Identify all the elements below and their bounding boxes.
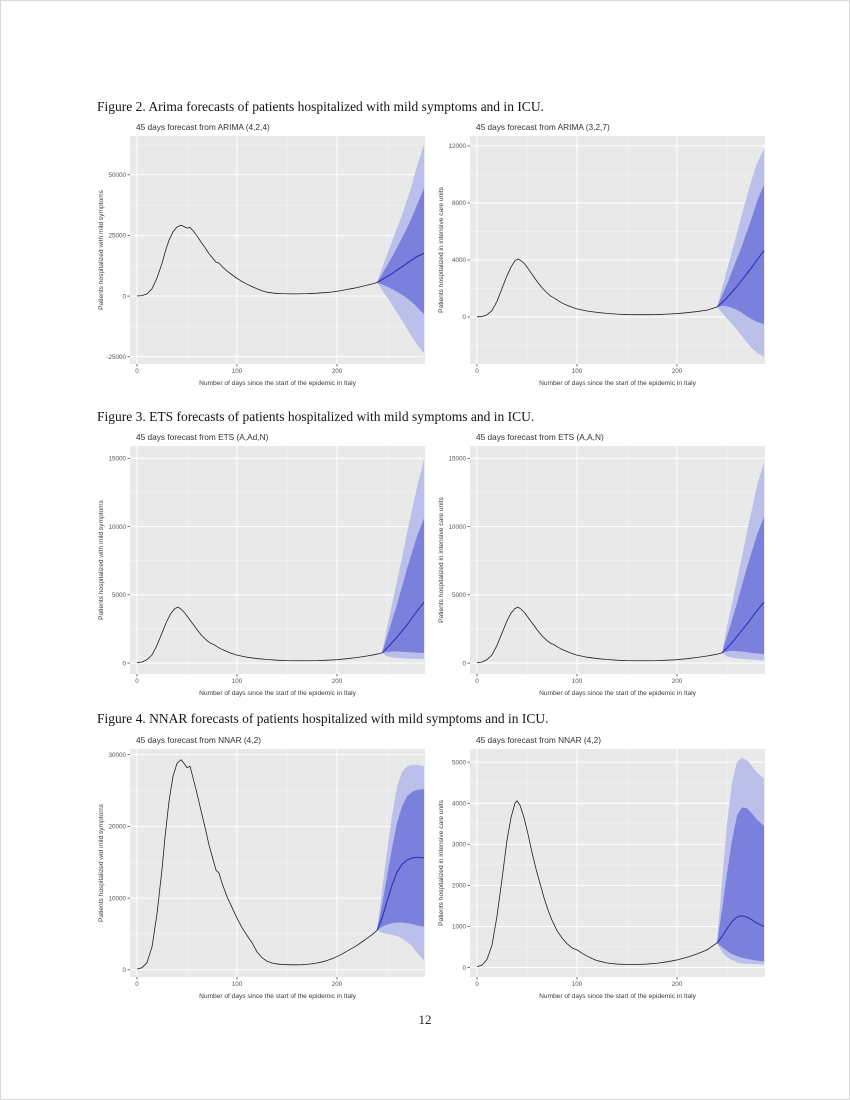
x-axis-label: Number of days since the start of the epidemic in Italy bbox=[539, 993, 696, 1000]
chart-nnar-icu bbox=[435, 731, 770, 1003]
y-tick-label: 20000 bbox=[108, 823, 126, 831]
y-tick-label: 25000 bbox=[108, 232, 126, 240]
x-axis-label: Number of days since the start of the epidemic in Italy bbox=[539, 690, 696, 697]
forecast-chart-svg bbox=[95, 118, 430, 390]
x-tick-label: 0 bbox=[135, 981, 139, 988]
y-tick-label: 5000 bbox=[111, 592, 126, 600]
y-tick-label: 8000 bbox=[451, 200, 466, 208]
y-axis-label: Patients hospitalized with mild symptoms bbox=[98, 500, 105, 620]
y-tick-label: 30000 bbox=[108, 751, 126, 759]
x-axis-label: Number of days since the start of the epidemic in Italy bbox=[539, 380, 696, 387]
y-tick-label: 0 bbox=[122, 660, 126, 668]
chart-title: 45 days forecast from ARIMA (3,2,7) bbox=[476, 122, 610, 132]
y-tick-label: 4000 bbox=[451, 800, 466, 808]
chart-nnar-mild-symptoms bbox=[95, 731, 430, 1003]
x-tick-label: 200 bbox=[331, 981, 343, 988]
x-tick-label: 100 bbox=[231, 678, 243, 685]
x-tick-label: 200 bbox=[671, 678, 683, 685]
y-tick-label: 1000 bbox=[451, 923, 466, 931]
x-axis-label: Number of days since the start of the epidemic in Italy bbox=[199, 380, 356, 387]
y-tick-label: 5000 bbox=[451, 759, 466, 767]
y-tick-label: 0 bbox=[462, 660, 466, 668]
forecast-chart-svg bbox=[95, 428, 430, 700]
plot-panel bbox=[470, 136, 765, 364]
x-tick-label: 200 bbox=[331, 678, 343, 685]
forecast-chart-svg bbox=[435, 118, 770, 390]
y-tick-label: -25000 bbox=[106, 353, 126, 361]
x-tick-label: 0 bbox=[135, 368, 139, 375]
plot-panel bbox=[130, 446, 425, 674]
x-tick-label: 200 bbox=[671, 981, 683, 988]
y-axis-label: Patients hospitalized in intensive care units bbox=[438, 187, 445, 313]
y-tick-label: 0 bbox=[122, 293, 126, 301]
chart-arima-icu bbox=[435, 118, 770, 390]
x-tick-label: 0 bbox=[475, 368, 479, 375]
chart-title: 45 days forecast from NNAR (4,2) bbox=[476, 735, 601, 745]
y-tick-label: 10000 bbox=[108, 523, 126, 531]
figure-4-caption: Figure 4. NNAR forecasts of patients hospitalized with mild symptoms and in ICU. bbox=[97, 711, 549, 726]
y-tick-label: 3000 bbox=[451, 841, 466, 849]
plot-panel bbox=[130, 136, 425, 364]
chart-title: 45 days forecast from ETS (A,A,N) bbox=[476, 432, 604, 442]
y-tick-label: 0 bbox=[462, 314, 466, 322]
y-tick-label: 10000 bbox=[108, 895, 126, 903]
chart-arima-mild-symptoms bbox=[95, 118, 430, 390]
chart-title: 45 days forecast from NNAR (4,2) bbox=[136, 735, 261, 745]
figure-2-caption: Figure 2. Arima forecasts of patients hospitalized with mild symptoms and in ICU. bbox=[97, 99, 544, 114]
page-number: 12 bbox=[418, 1012, 432, 1027]
y-tick-label: 15000 bbox=[448, 455, 466, 463]
y-tick-label: 10000 bbox=[448, 523, 466, 531]
y-tick-label: 5000 bbox=[451, 592, 466, 600]
chart-ets-icu bbox=[435, 428, 770, 700]
y-axis-label: Patients hospitalized in intensive care units bbox=[438, 497, 445, 623]
y-tick-label: 15000 bbox=[108, 455, 126, 463]
x-axis-label: Number of days since the start of the epidemic in Italy bbox=[199, 690, 356, 697]
chart-ets-mild-symptoms bbox=[95, 428, 430, 700]
plot-panel bbox=[470, 446, 765, 674]
x-axis-label: Number of days since the start of the epidemic in Italy bbox=[199, 993, 356, 1000]
y-tick-label: 50000 bbox=[108, 172, 126, 180]
y-tick-label: 4000 bbox=[451, 257, 466, 265]
x-tick-label: 0 bbox=[135, 678, 139, 685]
y-tick-label: 2000 bbox=[451, 882, 466, 890]
forecast-chart-svg bbox=[95, 731, 430, 1003]
x-tick-label: 0 bbox=[475, 981, 479, 988]
x-tick-label: 100 bbox=[231, 368, 243, 375]
x-tick-label: 0 bbox=[475, 678, 479, 685]
y-axis-label: Patients hospitalized in intensive care units bbox=[438, 800, 445, 926]
chart-title: 45 days forecast from ARIMA (4,2,4) bbox=[136, 122, 270, 132]
chart-title: 45 days forecast from ETS (A,Ad,N) bbox=[136, 432, 269, 442]
y-tick-label: 0 bbox=[462, 964, 466, 972]
x-tick-label: 200 bbox=[671, 368, 683, 375]
forecast-chart-svg bbox=[435, 428, 770, 700]
y-tick-label: 12000 bbox=[448, 143, 466, 151]
x-tick-label: 100 bbox=[571, 981, 583, 988]
y-axis-label: Patients hospitalized with mild symptoms bbox=[98, 190, 105, 310]
y-axis-label: Patients hospitalized wid mild symptoms bbox=[98, 803, 105, 923]
x-tick-label: 100 bbox=[571, 368, 583, 375]
y-tick-label: 0 bbox=[122, 967, 126, 975]
x-tick-label: 100 bbox=[231, 981, 243, 988]
x-tick-label: 200 bbox=[331, 368, 343, 375]
plot-panel bbox=[130, 749, 425, 977]
figure-3-caption: Figure 3. ETS forecasts of patients hospitalized with mild symptoms and in ICU. bbox=[97, 409, 535, 424]
x-tick-label: 100 bbox=[571, 678, 583, 685]
forecast-chart-svg bbox=[435, 731, 770, 1003]
